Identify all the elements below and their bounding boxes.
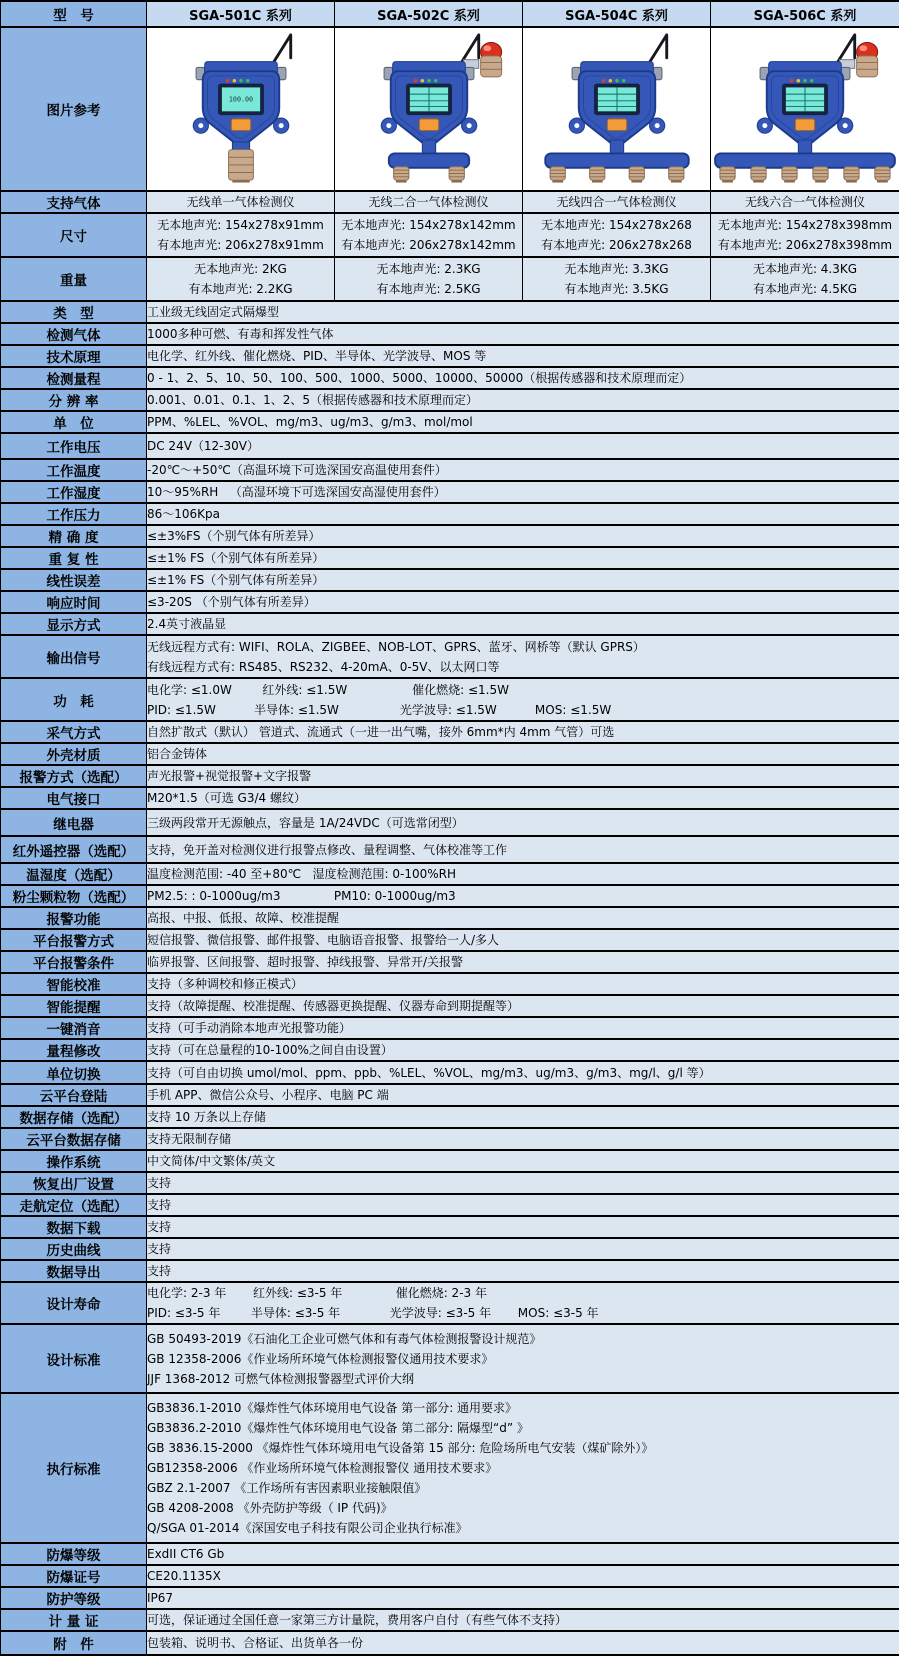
spec-row bbox=[1, 1393, 899, 1543]
model-spec-row bbox=[1, 257, 899, 301]
spec-value-line: 无线六合一气体检测仪 bbox=[711, 192, 899, 212]
spec-value-cell bbox=[711, 191, 899, 213]
spec-value-cell bbox=[147, 743, 899, 765]
spec-row-label: 粉尘颗粒物（选配） bbox=[1, 885, 147, 907]
spec-value-cell bbox=[147, 591, 899, 613]
spec-value-cell bbox=[147, 678, 899, 721]
spec-value-cell bbox=[147, 1609, 899, 1631]
spec-value-line: M20*1.5（可选 G3/4 螺纹） bbox=[147, 788, 899, 808]
spec-row bbox=[1, 1565, 899, 1587]
spec-value-line: 1000多种可燃、有毒和挥发性气体 bbox=[147, 324, 899, 344]
sensor-probe-icon bbox=[550, 166, 565, 182]
spec-value-line: 有本地声光: 206x278x142mm bbox=[335, 235, 522, 255]
spec-row-label: 温湿度（选配） bbox=[1, 863, 147, 885]
model-spec-row bbox=[1, 213, 899, 257]
spec-value-line: 无本地声光: 2.3KG bbox=[335, 259, 522, 279]
spec-row bbox=[1, 301, 899, 323]
spec-value-cell bbox=[147, 191, 335, 213]
sensor-probe-icon bbox=[228, 149, 253, 182]
spec-value-cell bbox=[147, 367, 899, 389]
spec-table-body bbox=[1, 1, 899, 1655]
spec-row-label: 数据下载 bbox=[1, 1216, 147, 1238]
spec-value-cell bbox=[147, 907, 899, 929]
spec-value-line: 支持，免开盖对检测仪进行报警点修改、量程调整、气体校准等工作 bbox=[147, 840, 899, 860]
spec-value-line: 无线四合一气体检测仪 bbox=[523, 192, 710, 212]
model-spec-row bbox=[1, 191, 899, 213]
spec-row bbox=[1, 1128, 899, 1150]
spec-value-line: 无本地声光: 3.3KG bbox=[523, 259, 710, 279]
spec-row bbox=[1, 635, 899, 678]
spec-row bbox=[1, 721, 899, 743]
manifold-bar bbox=[545, 153, 688, 167]
spec-value-line: 无线单一气体检测仪 bbox=[147, 192, 334, 212]
sensor-probe-icon bbox=[668, 166, 683, 182]
spec-value-cell bbox=[147, 929, 899, 951]
spec-row-label: 精 确 度 bbox=[1, 525, 147, 547]
spec-value-cell bbox=[147, 301, 899, 323]
spec-value-line: 电化学: ≤1.0W 红外线: ≤1.5W 催化燃烧: ≤1.5W bbox=[147, 680, 899, 700]
device-button bbox=[419, 118, 438, 129]
spec-value-cell bbox=[147, 1061, 899, 1084]
spec-value-line: 可选，保证通过全国任意一家第三方计量院，费用客户自付（有些气体不支持） bbox=[147, 1610, 899, 1630]
spec-value-line: GB 12358-2006《作业场所环境气体检测报警仪通用技术要求》 bbox=[147, 1349, 899, 1369]
spec-row bbox=[1, 459, 899, 481]
spec-value-line: 支持（可自由切换 umol/mol、ppm、ppb、%LEL、%VOL、mg/m3、ug/m3、g/m3、mg/l、g/l 等） bbox=[147, 1063, 899, 1083]
spec-row-label: 数据导出 bbox=[1, 1260, 147, 1282]
spec-value-line: GB3836.1-2010《爆炸性气体环境用电气设备 第一部分: 通用要求》 bbox=[147, 1398, 899, 1418]
spec-value-line: GBZ 2.1-2007 《工作场所有害因素职业接触限值》 bbox=[147, 1478, 899, 1498]
spec-value-line: 临界报警、区间报警、超时报警、掉线报警、异常开/关报警 bbox=[147, 952, 899, 972]
spec-value-line: 无本地声光: 154x278x142mm bbox=[335, 215, 522, 235]
spec-value-line: 有本地声光: 2.5KG bbox=[335, 279, 522, 299]
spec-value-line: GB3836.2-2010《爆炸性气体环境用电气设备 第二部分: 隔爆型“d” 》 bbox=[147, 1418, 899, 1438]
spec-row-label: 采气方式 bbox=[1, 721, 147, 743]
spec-value-line: 无线二合一气体检测仪 bbox=[335, 192, 522, 212]
spec-value-cell bbox=[147, 257, 335, 301]
spec-value-cell bbox=[147, 863, 899, 885]
spec-value-line: 10～95%RH （高湿环境下可选深国安高湿使用套件） bbox=[147, 482, 899, 502]
spec-value-line: 无本地声光: 4.3KG bbox=[711, 259, 899, 279]
spec-value-line: 短信报警、微信报警、邮件报警、电脑语音报警、报警给一人/多人 bbox=[147, 930, 899, 950]
spec-value-line: 支持 bbox=[147, 1239, 899, 1259]
spec-value-line: 无本地声光: 154x278x91mm bbox=[147, 215, 334, 235]
spec-value-cell bbox=[147, 973, 899, 995]
spec-value-cell bbox=[335, 213, 523, 257]
spec-value-cell bbox=[711, 257, 899, 301]
spec-row-label: 输出信号 bbox=[1, 635, 147, 678]
spec-value-line: GB12358-2006 《作业场所环境气体检测报警仪 通用技术要求》 bbox=[147, 1458, 899, 1478]
spec-value-line: DC 24V（12-30V） bbox=[147, 436, 899, 456]
spec-value-line: PID: ≤1.5W 半导体: ≤1.5W 光学波导: ≤1.5W MOS: ≤1.5W bbox=[147, 700, 899, 720]
manifold-bar bbox=[715, 153, 895, 167]
spec-row-label: 防爆证号 bbox=[1, 1565, 147, 1587]
spec-value-line: 有本地声光: 206x278x268 bbox=[523, 235, 710, 255]
spec-value-cell bbox=[147, 1282, 899, 1324]
spec-row-label: 尺寸 bbox=[1, 213, 147, 257]
image-reference-row bbox=[1, 27, 899, 191]
sensor-probe-icon bbox=[844, 166, 859, 182]
spec-row-label: 附 件 bbox=[1, 1631, 147, 1655]
spec-row bbox=[1, 765, 899, 787]
spec-value-line: ≤±1% FS（个别气体有所差异） bbox=[147, 570, 899, 590]
spec-row-label: 类 型 bbox=[1, 301, 147, 323]
product-image-cell bbox=[147, 27, 335, 191]
spec-row-label: 数据存储（选配） bbox=[1, 1106, 147, 1128]
spec-value-cell bbox=[147, 885, 899, 907]
spec-value-line: 支持 10 万条以上存储 bbox=[147, 1107, 899, 1127]
spec-row-label: 报警方式（选配） bbox=[1, 765, 147, 787]
device-button bbox=[231, 118, 250, 129]
spec-value-line: 无本地声光: 154x278x398mm bbox=[711, 215, 899, 235]
sensor-probe-icon bbox=[720, 166, 735, 182]
spec-row bbox=[1, 1282, 899, 1324]
spec-row bbox=[1, 787, 899, 809]
spec-value-line: ≤±3%FS（个别气体有所差异） bbox=[147, 526, 899, 546]
spec-row-label: 红外遥控器（选配） bbox=[1, 836, 147, 863]
spec-value-line: JJF 1368-2012 可燃气体检测报警器型式评价大纲 bbox=[147, 1369, 899, 1389]
spec-row bbox=[1, 995, 899, 1017]
spec-value-line: 包装箱、说明书、合格证、出货单各一份 bbox=[147, 1633, 899, 1653]
spec-row bbox=[1, 1084, 899, 1106]
spec-row-label: 分 辨 率 bbox=[1, 389, 147, 411]
spec-row-label: 工作压力 bbox=[1, 503, 147, 525]
spec-row bbox=[1, 503, 899, 525]
spec-value-line: 有本地声光: 4.5KG bbox=[711, 279, 899, 299]
spec-row-label: 平台报警方式 bbox=[1, 929, 147, 951]
spec-row bbox=[1, 345, 899, 367]
spec-value-cell bbox=[147, 995, 899, 1017]
spec-row-label: 恢复出厂设置 bbox=[1, 1172, 147, 1194]
spec-row-label: 电气接口 bbox=[1, 787, 147, 809]
spec-value-line: 支持 bbox=[147, 1173, 899, 1193]
product-image-cell bbox=[523, 27, 711, 191]
spec-value-line: GB 4208-2008 《外壳防护等级（ IP 代码)》 bbox=[147, 1498, 899, 1518]
spec-value-line: PID: ≤3-5 年 半导体: ≤3-5 年 光学波导: ≤3-5 年 MOS: ≤3-5 年 bbox=[147, 1303, 899, 1323]
spec-value-line: 支持 bbox=[147, 1217, 899, 1237]
spec-row bbox=[1, 367, 899, 389]
spec-value-line: 支持（可在总量程的10-100%之间自由设置） bbox=[147, 1040, 899, 1060]
spec-row-label: 防护等级 bbox=[1, 1587, 147, 1609]
spec-row bbox=[1, 929, 899, 951]
spec-row bbox=[1, 1172, 899, 1194]
spec-value-cell bbox=[147, 503, 899, 525]
spec-value-line: 有本地声光: 2.2KG bbox=[147, 279, 334, 299]
spec-value-cell bbox=[147, 1172, 899, 1194]
spec-value-line: 高报、中报、低报、故障、校准提醒 bbox=[147, 908, 899, 928]
spec-row-label: 单位切换 bbox=[1, 1061, 147, 1084]
model-column-header: SGA-504C 系列 bbox=[523, 1, 711, 27]
spec-row-label: 工作温度 bbox=[1, 459, 147, 481]
gas-detector-image bbox=[150, 31, 332, 184]
device-button bbox=[607, 118, 626, 129]
spec-value-line: 有本地声光: 206x278x398mm bbox=[711, 235, 899, 255]
spec-row-label: 报警功能 bbox=[1, 907, 147, 929]
spec-row bbox=[1, 678, 899, 721]
spec-row bbox=[1, 547, 899, 569]
spec-value-line: 工业级无线固定式隔爆型 bbox=[147, 302, 899, 322]
gas-detector-image bbox=[714, 31, 896, 184]
spec-row-label: 执行标准 bbox=[1, 1393, 147, 1543]
spec-value-line: 支持 bbox=[147, 1261, 899, 1281]
spec-value-cell bbox=[147, 1106, 899, 1128]
model-header-label: 型 号 bbox=[1, 1, 147, 27]
spec-row bbox=[1, 1150, 899, 1172]
spec-value-cell bbox=[147, 721, 899, 743]
svg-text:100.00: 100.00 bbox=[228, 95, 252, 103]
spec-value-line: 支持（多种调校和修正模式） bbox=[147, 974, 899, 994]
gas-detector-image bbox=[526, 31, 708, 184]
spec-value-cell bbox=[335, 191, 523, 213]
spec-row-label: 平台报警条件 bbox=[1, 951, 147, 973]
spec-row bbox=[1, 951, 899, 973]
spec-value-line: 支持（可手动消除本地声光报警功能） bbox=[147, 1018, 899, 1038]
spec-value-line: 铝合金铸体 bbox=[147, 744, 899, 764]
spec-value-cell bbox=[147, 1017, 899, 1039]
spec-row bbox=[1, 1039, 899, 1061]
spec-value-line: 电化学: 2-3 年 红外线: ≤3-5 年 催化燃烧: 2-3 年 bbox=[147, 1283, 899, 1303]
spec-row-label: 检测气体 bbox=[1, 323, 147, 345]
spec-row bbox=[1, 591, 899, 613]
spec-row bbox=[1, 323, 899, 345]
sensor-probe-icon bbox=[629, 166, 644, 182]
spec-row bbox=[1, 1061, 899, 1084]
spec-value-cell bbox=[147, 389, 899, 411]
spec-value-cell bbox=[147, 411, 899, 433]
spec-row bbox=[1, 1017, 899, 1039]
spec-row-label: 工作湿度 bbox=[1, 481, 147, 503]
spec-row-label: 操作系统 bbox=[1, 1150, 147, 1172]
spec-value-cell bbox=[147, 345, 899, 367]
spec-row-label: 云平台数据存储 bbox=[1, 1128, 147, 1150]
spec-row-label: 技术原理 bbox=[1, 345, 147, 367]
spec-row bbox=[1, 973, 899, 995]
spec-row-label: 重 复 性 bbox=[1, 547, 147, 569]
spec-value-line: 有本地声光: 206x278x91mm bbox=[147, 235, 334, 255]
spec-value-cell bbox=[711, 213, 899, 257]
spec-value-cell bbox=[523, 257, 711, 301]
spec-value-cell bbox=[147, 323, 899, 345]
spec-row bbox=[1, 525, 899, 547]
product-image-cell bbox=[335, 27, 523, 191]
spec-value-line: PPM、%LEL、%VOL、mg/m3、ug/m3、g/m3、mol/mol bbox=[147, 412, 899, 432]
sensor-probe-icon bbox=[875, 166, 890, 182]
spec-row bbox=[1, 481, 899, 503]
sensor-probe-icon bbox=[589, 166, 604, 182]
spec-value-line: 支持无限制存储 bbox=[147, 1129, 899, 1149]
gas-detector-image bbox=[338, 31, 520, 184]
spec-value-cell bbox=[147, 809, 899, 836]
spec-row-label: 云平台登陆 bbox=[1, 1084, 147, 1106]
spec-value-cell bbox=[147, 836, 899, 863]
spec-value-line: 2.4英寸液晶显 bbox=[147, 614, 899, 634]
product-image-cell bbox=[711, 27, 899, 191]
spec-row-label: 外壳材质 bbox=[1, 743, 147, 765]
spec-value-line: ExdII CT6 Gb bbox=[147, 1544, 899, 1564]
spec-row-label: 支持气体 bbox=[1, 191, 147, 213]
spec-value-cell bbox=[147, 433, 899, 459]
spec-value-cell bbox=[147, 525, 899, 547]
spec-value-cell bbox=[147, 1324, 899, 1393]
spec-value-line: IP67 bbox=[147, 1588, 899, 1608]
spec-value-line: ≤3-20S （个别气体有所差异） bbox=[147, 592, 899, 612]
sensor-probe-icon bbox=[751, 166, 766, 182]
manifold-bar bbox=[388, 153, 468, 167]
spec-value-cell bbox=[147, 1150, 899, 1172]
spec-value-line: 0 - 1、2、5、10、50、100、500、1000、5000、10000、50000（根据传感器和技术原理而定） bbox=[147, 368, 899, 388]
spec-value-line: 无线远程方式有: WIFI、ROLA、ZIGBEE、NOB-LOT、GPRS、蓝牙、网桥等（默认 GPRS） bbox=[147, 637, 899, 657]
spec-value-line: 声光报警+视觉报警+文字报警 bbox=[147, 766, 899, 786]
spec-value-cell bbox=[147, 569, 899, 591]
spec-value-line: 手机 APP、微信公众号、小程序、电脑 PC 端 bbox=[147, 1085, 899, 1105]
spec-value-cell bbox=[147, 1393, 899, 1543]
spec-value-cell bbox=[147, 459, 899, 481]
model-header-row bbox=[1, 1, 899, 27]
spec-row-label: 显示方式 bbox=[1, 613, 147, 635]
spec-row bbox=[1, 743, 899, 765]
spec-value-cell bbox=[147, 1084, 899, 1106]
spec-value-cell bbox=[523, 213, 711, 257]
spec-row-label: 防爆等级 bbox=[1, 1543, 147, 1565]
spec-value-cell bbox=[147, 951, 899, 973]
spec-row bbox=[1, 1238, 899, 1260]
spec-value-line: 86～106Kpa bbox=[147, 504, 899, 524]
spec-row-label: 响应时间 bbox=[1, 591, 147, 613]
spec-row-label: 线性误差 bbox=[1, 569, 147, 591]
device-button bbox=[795, 118, 814, 129]
spec-value-cell bbox=[147, 1039, 899, 1061]
spec-value-line: GB 3836.15-2000 《爆炸性气体环境用电气设备第 15 部分: 危险场所电气安装（煤矿除外）》 bbox=[147, 1438, 899, 1458]
spec-row bbox=[1, 809, 899, 836]
spec-value-cell bbox=[147, 1260, 899, 1282]
spec-value-cell bbox=[147, 1216, 899, 1238]
spec-row bbox=[1, 411, 899, 433]
spec-row bbox=[1, 1106, 899, 1128]
spec-row bbox=[1, 613, 899, 635]
spec-value-line: 0.001、0.01、0.1、1、2、5（根据传感器和技术原理而定） bbox=[147, 390, 899, 410]
spec-value-line: 无本地声光: 2KG bbox=[147, 259, 334, 279]
spec-row bbox=[1, 569, 899, 591]
spec-row-label: 功 耗 bbox=[1, 678, 147, 721]
spec-row bbox=[1, 1194, 899, 1216]
spec-value-cell bbox=[147, 1543, 899, 1565]
spec-row-label: 智能提醒 bbox=[1, 995, 147, 1017]
spec-value-cell bbox=[147, 787, 899, 809]
spec-row bbox=[1, 1609, 899, 1631]
spec-row-label: 工作电压 bbox=[1, 433, 147, 459]
spec-value-line: Q/SGA 01-2014《深国安电子科技有限公司企业执行标准》 bbox=[147, 1518, 899, 1538]
spec-row-label: 检测量程 bbox=[1, 367, 147, 389]
spec-value-cell bbox=[147, 481, 899, 503]
spec-row bbox=[1, 885, 899, 907]
sensor-probe-icon bbox=[813, 166, 828, 182]
spec-value-line: ≤±1% FS（个别气体有所差异） bbox=[147, 548, 899, 568]
spec-row-label: 图片参考 bbox=[1, 27, 147, 191]
spec-row-label: 历史曲线 bbox=[1, 1238, 147, 1260]
spec-value-line: 有线远程方式有: RS485、RS232、4-20mA、0-5V、以太网口等 bbox=[147, 657, 899, 677]
spec-row bbox=[1, 1216, 899, 1238]
spec-value-line: 自然扩散式（默认） 管道式、流通式（一进一出气嘴，接外 6mm*内 4mm 气管）可选 bbox=[147, 722, 899, 742]
spec-value-line: PM2.5: : 0-1000ug/m3 PM10: 0-1000ug/m3 bbox=[147, 886, 899, 906]
spec-value-cell bbox=[147, 1565, 899, 1587]
spec-value-line: 电化学、红外线、催化燃烧、PID、半导体、光学波导、MOS 等 bbox=[147, 346, 899, 366]
spec-value-line: 无本地声光: 154x278x268 bbox=[523, 215, 710, 235]
spec-row-label: 设计标准 bbox=[1, 1324, 147, 1393]
spec-row-label: 计 量 证 bbox=[1, 1609, 147, 1631]
spec-row bbox=[1, 863, 899, 885]
spec-value-line: GB 50493-2019《石油化工企业可燃气体和有毒气体检测报警设计规范》 bbox=[147, 1329, 899, 1349]
spec-row bbox=[1, 1324, 899, 1393]
sensor-probe-icon bbox=[449, 166, 464, 182]
sensor-probe-icon bbox=[393, 166, 408, 182]
spec-row bbox=[1, 907, 899, 929]
spec-row bbox=[1, 389, 899, 411]
spec-row-label: 量程修改 bbox=[1, 1039, 147, 1061]
spec-row bbox=[1, 1260, 899, 1282]
spec-row-label: 走航定位（选配） bbox=[1, 1194, 147, 1216]
spec-value-line: -20℃～+50℃（高温环境下可选深国安高温使用套件） bbox=[147, 460, 899, 480]
spec-value-cell bbox=[147, 1194, 899, 1216]
spec-value-line: 中文简体/中文繁体/英文 bbox=[147, 1151, 899, 1171]
spec-row-label: 一键消音 bbox=[1, 1017, 147, 1039]
spec-value-line: 支持（故障提醒、校准提醒、传感器更换提醒、仪器寿命到期提醒等） bbox=[147, 996, 899, 1016]
spec-value-line: 有本地声光: 3.5KG bbox=[523, 279, 710, 299]
model-column-header: SGA-502C 系列 bbox=[335, 1, 523, 27]
model-column-header: SGA-506C 系列 bbox=[711, 1, 899, 27]
spec-value-line: 支持 bbox=[147, 1195, 899, 1215]
spec-row-label: 重量 bbox=[1, 257, 147, 301]
model-column-header: SGA-501C 系列 bbox=[147, 1, 335, 27]
spec-row-label: 单 位 bbox=[1, 411, 147, 433]
spec-row bbox=[1, 433, 899, 459]
spec-value-cell bbox=[147, 1238, 899, 1260]
spec-value-cell bbox=[523, 191, 711, 213]
spec-row-label: 设计寿命 bbox=[1, 1282, 147, 1324]
spec-value-cell bbox=[147, 1587, 899, 1609]
spec-value-cell bbox=[147, 613, 899, 635]
spec-row bbox=[1, 1631, 899, 1655]
spec-row-label: 智能校准 bbox=[1, 973, 147, 995]
spec-value-cell bbox=[147, 765, 899, 787]
spec-value-cell bbox=[147, 1128, 899, 1150]
spec-row-label: 继电器 bbox=[1, 809, 147, 836]
sensor-probe-icon bbox=[782, 166, 797, 182]
spec-value-line: 三级两段常开无源触点，容量是 1A/24VDC（可选常闭型） bbox=[147, 813, 899, 833]
spec-value-cell bbox=[147, 635, 899, 678]
spec-value-cell bbox=[147, 213, 335, 257]
spec-value-line: CE20.1135X bbox=[147, 1566, 899, 1586]
spec-value-line: 温度检测范围: -40 至+80℃ 湿度检测范围: 0-100%RH bbox=[147, 864, 899, 884]
spec-value-cell bbox=[147, 547, 899, 569]
spec-row bbox=[1, 1587, 899, 1609]
spec-row bbox=[1, 1543, 899, 1565]
spec-value-cell bbox=[335, 257, 523, 301]
spec-row bbox=[1, 836, 899, 863]
spec-value-cell bbox=[147, 1631, 899, 1655]
